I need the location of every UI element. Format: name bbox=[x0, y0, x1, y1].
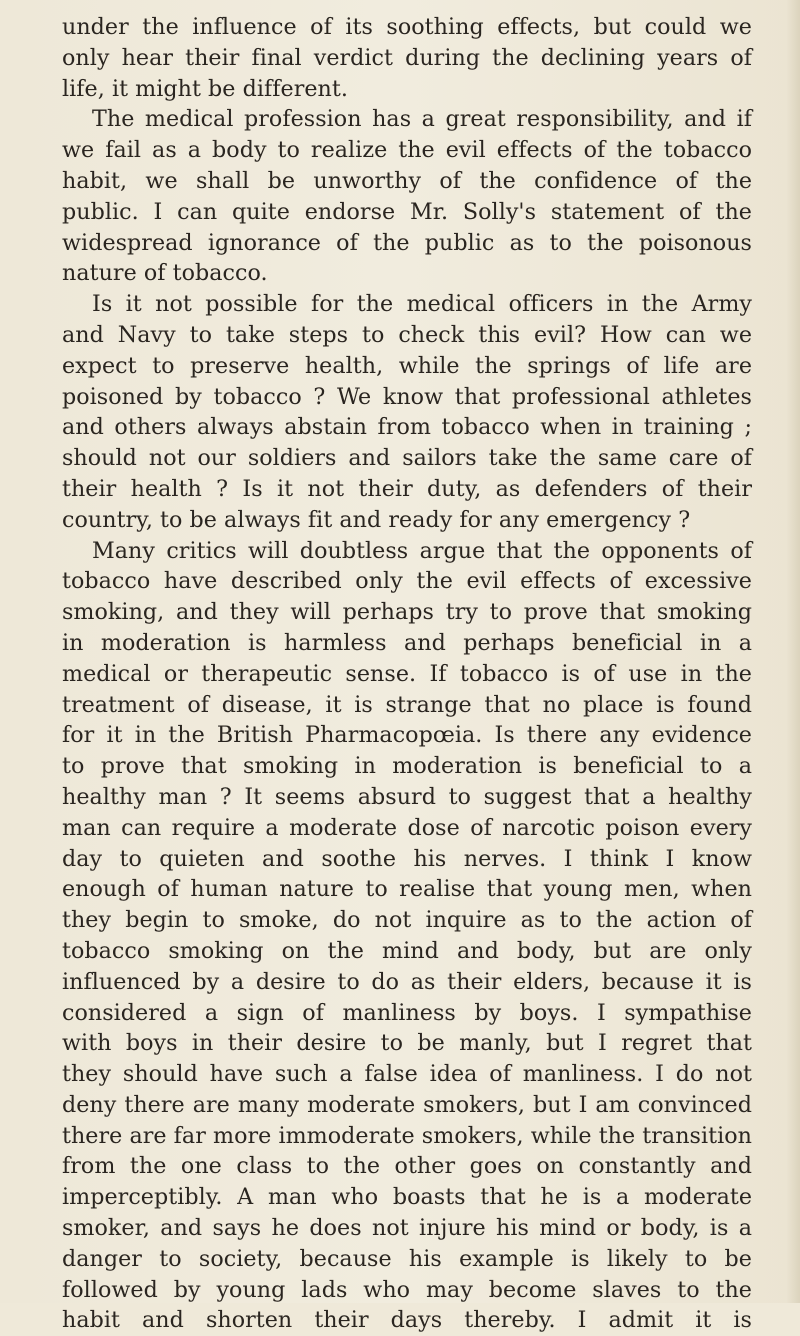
text-line: they should have such a false idea of manliness. I do not bbox=[62, 1061, 752, 1088]
text-line: The medical profession has a great responsibility, and if bbox=[92, 106, 752, 133]
text-line: country, to be always fit and ready for any emergency ? bbox=[62, 506, 691, 533]
text-line: should not our soldiers and sailors take the same care of bbox=[62, 445, 752, 472]
text-line: Is it not possible for the medical officers in the Army bbox=[92, 291, 752, 318]
text-line: they begin to smoke, do not inquire as to the action of bbox=[62, 907, 752, 934]
text-line: Many critics will doubtless argue that the opponents of bbox=[92, 537, 752, 564]
text-line: with boys in their desire to be manly, but I regret that bbox=[62, 1030, 752, 1057]
text-line: public. I can quite endorse Mr. Solly's statement of the bbox=[62, 198, 752, 225]
text-line: habit, we shall be unworthy of the confidence of the bbox=[62, 167, 752, 194]
text-line: their health ? Is it not their duty, as defenders of their bbox=[62, 475, 752, 502]
text-line: deny there are many moderate smokers, but I am convinced bbox=[62, 1091, 752, 1118]
text-line: nature of tobacco. bbox=[62, 260, 268, 287]
text-line: and others always abstain from tobacco when in training ; bbox=[62, 414, 752, 441]
text-line: man can require a moderate dose of narcotic poison every bbox=[62, 814, 752, 841]
body-text bbox=[62, 12, 752, 1336]
text-line: poisoned by tobacco ? We know that professional athletes bbox=[62, 383, 752, 410]
text-line: life, it might be different. bbox=[62, 75, 348, 102]
text-line: enough of human nature to realise that young men, when bbox=[62, 876, 752, 903]
text-line: tobacco have described only the evil effects of excessive bbox=[62, 568, 752, 595]
text-line: imperceptibly. A man who boasts that he is a moderate bbox=[62, 1184, 752, 1211]
text-line: we fail as a body to realize the evil effects of the tobacco bbox=[62, 137, 752, 164]
text-line: there are far more immoderate smokers, while the transition bbox=[62, 1122, 752, 1149]
text-line: danger to society, because his example is likely to be bbox=[62, 1245, 752, 1272]
text-line: in moderation is harmless and perhaps beneficial in a bbox=[62, 629, 752, 656]
text-line: under the influence of its soothing effects, but could we bbox=[62, 14, 752, 40]
text-line: day to quieten and soothe his nerves. I think I know bbox=[62, 845, 752, 872]
text-line: medical or therapeutic sense. If tobacco is of use in the bbox=[62, 660, 752, 687]
text-line: influenced by a desire to do as their elders, because it is bbox=[62, 968, 752, 995]
text-line: widespread ignorance of the public as to the poisonous bbox=[62, 229, 752, 256]
text-line: smoker, and says he does not injure his mind or body, is a bbox=[62, 1215, 752, 1242]
page-edge-shadow bbox=[786, 0, 800, 1303]
text-line: from the one class to the other goes on constantly and bbox=[62, 1153, 752, 1180]
text-line: treatment of disease, it is strange that no place is found bbox=[62, 691, 752, 718]
text-line: for it in the British Pharmacopœia. Is there any evidence bbox=[62, 722, 752, 749]
text-line: and Navy to take steps to check this evil? How can we bbox=[62, 321, 752, 348]
text-line: habit and shorten their days thereby. I admit it is bbox=[62, 1307, 752, 1334]
text-line: considered a sign of manliness by boys. I sympathise bbox=[62, 999, 752, 1026]
text-line: healthy man ? It seems absurd to suggest that a healthy bbox=[62, 783, 752, 810]
text-line: only hear their final verdict during the declining years of bbox=[62, 44, 752, 71]
text-line: followed by young lads who may become slaves to the bbox=[62, 1276, 752, 1303]
text-line: tobacco smoking on the mind and body, but are only bbox=[62, 937, 752, 964]
text-line: smoking, and they will perhaps try to prove that smoking bbox=[62, 599, 752, 626]
text-line: to prove that smoking in moderation is beneficial to a bbox=[62, 753, 752, 780]
text-line: expect to preserve health, while the springs of life are bbox=[62, 352, 752, 379]
